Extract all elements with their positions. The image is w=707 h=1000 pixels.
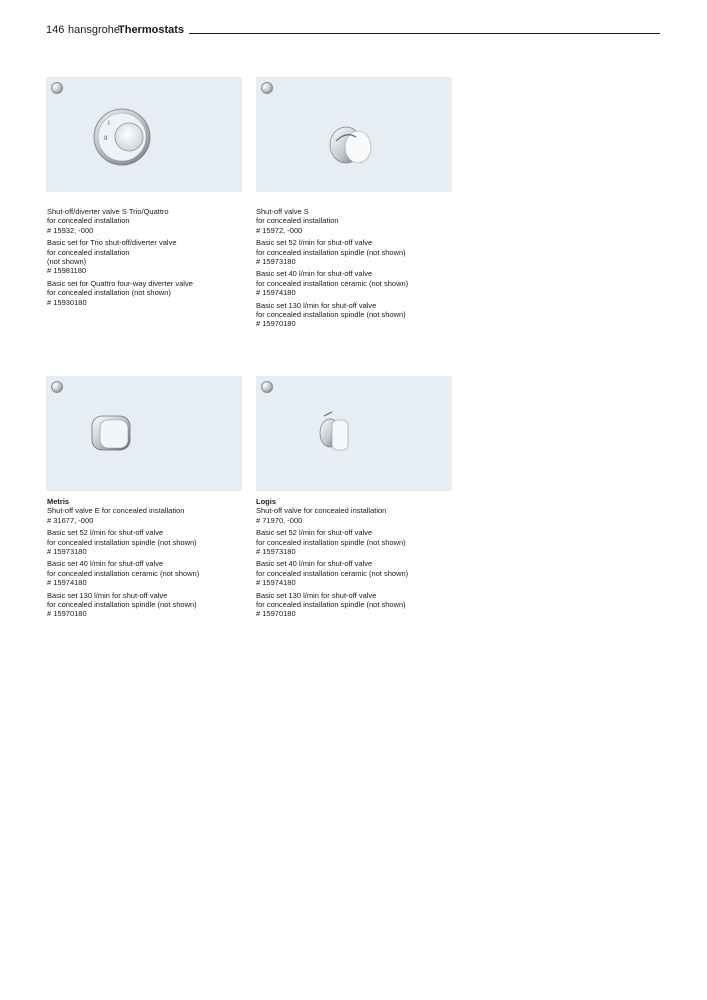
- entry-line: Basic set 40 l/min for shut-off valve: [47, 559, 164, 569]
- product-text-1: [47, 207, 247, 307]
- chrome-finish-icon: [51, 82, 63, 94]
- entry-line: Basic set 52 l/min for shut-off valve: [256, 238, 373, 248]
- section-title: Thermostats: [118, 24, 185, 36]
- entry-line: Basic set 130 l/min for shut-off valve: [256, 300, 377, 310]
- entry-line: Basic set 40 l/min for shut-off valve: [256, 559, 373, 569]
- metris-shut-off-valve-icon: [88, 410, 138, 454]
- entry-line: for concealed installation (not shown): [47, 288, 171, 298]
- entry-line: Shut-off valve S: [256, 207, 309, 216]
- article-number: # 15970180: [256, 609, 296, 619]
- chrome-finish-icon: [51, 381, 63, 393]
- product-image-s-trio-quattro: [46, 77, 242, 192]
- product-text-2: [256, 207, 456, 329]
- entry-line: for concealed installation ceramic (not shown): [256, 278, 409, 288]
- product-title: Logis: [256, 497, 276, 506]
- chrome-finish-icon: [261, 82, 273, 94]
- entry-line: for concealed installation spindle (not shown): [256, 247, 406, 257]
- entry-line: Shut-off valve E for concealed installation: [47, 506, 185, 516]
- product-text-4: [256, 497, 456, 619]
- entry-line: Basic set 52 l/min for shut-off valve: [47, 528, 164, 538]
- article-number: # 15973180: [47, 547, 87, 557]
- article-number: # 15932, -000: [47, 225, 94, 235]
- entry-line: for concealed installation spindle (not shown): [256, 310, 406, 320]
- entry-line: Shut-off/diverter valve S Trio/Quattro: [47, 207, 169, 216]
- article-number: # 15981180: [47, 266, 87, 276]
- product-text-3: [47, 497, 247, 619]
- page-header: [46, 24, 660, 40]
- svg-text:I: I: [108, 120, 110, 127]
- entry-line: Basic set 130 l/min for shut-off valve: [47, 590, 168, 600]
- entry-line: for concealed installation spindle (not shown): [47, 537, 197, 547]
- article-number: # 15970180: [47, 609, 87, 619]
- entry-line: Basic set for Quattro four-way diverter valve: [47, 278, 193, 288]
- article-number: # 15930180: [47, 297, 87, 307]
- article-number: # 31677, -000: [47, 515, 94, 525]
- product-title: Metris: [47, 497, 70, 506]
- shut-off-valve-s-icon: [326, 123, 382, 167]
- article-number: # 15974180: [47, 578, 87, 588]
- logis-shut-off-valve-icon: [316, 408, 356, 454]
- product-image-logis: [256, 376, 452, 491]
- entry-line: Basic set 52 l/min for shut-off valve: [256, 528, 373, 538]
- article-number: # 15970180: [256, 319, 296, 329]
- article-number: # 71970, -000: [256, 515, 303, 525]
- brand-name: hansgrohe: [68, 24, 120, 36]
- page-number: 146: [46, 24, 65, 36]
- entry-line: Shut-off valve for concealed installation: [256, 506, 387, 516]
- chrome-finish-icon: [261, 381, 273, 393]
- entry-line: for concealed installation: [256, 216, 339, 226]
- entry-line: for concealed installation spindle (not shown): [256, 537, 406, 547]
- entry-line: Basic set 40 l/min for shut-off valve: [256, 269, 373, 279]
- entry-line: for concealed installation: [47, 216, 130, 226]
- entry-line: for concealed installation spindle (not shown): [47, 600, 197, 610]
- svg-text:II: II: [104, 135, 108, 142]
- entry-line: (not shown): [47, 257, 87, 267]
- entry-line: for concealed installation ceramic (not shown): [256, 568, 409, 578]
- article-number: # 15973180: [256, 547, 296, 557]
- article-number: # 15974180: [256, 288, 296, 298]
- trio-diverter-valve-icon: [86, 103, 156, 169]
- article-number: # 15972, -000: [256, 225, 303, 235]
- entry-line: Basic set 130 l/min for shut-off valve: [256, 590, 377, 600]
- header-rule: [189, 33, 660, 34]
- entry-line: for concealed installation spindle (not shown): [256, 600, 406, 610]
- article-number: # 15974180: [256, 578, 296, 588]
- entry-line: Basic set for Trio shut-off/diverter valve: [47, 238, 177, 248]
- entry-line: for concealed installation: [47, 247, 130, 257]
- article-number: # 15973180: [256, 257, 296, 267]
- product-image-metris: [46, 376, 242, 491]
- product-image-shut-off-valve-s: [256, 77, 452, 192]
- entry-line: for concealed installation ceramic (not shown): [47, 568, 200, 578]
